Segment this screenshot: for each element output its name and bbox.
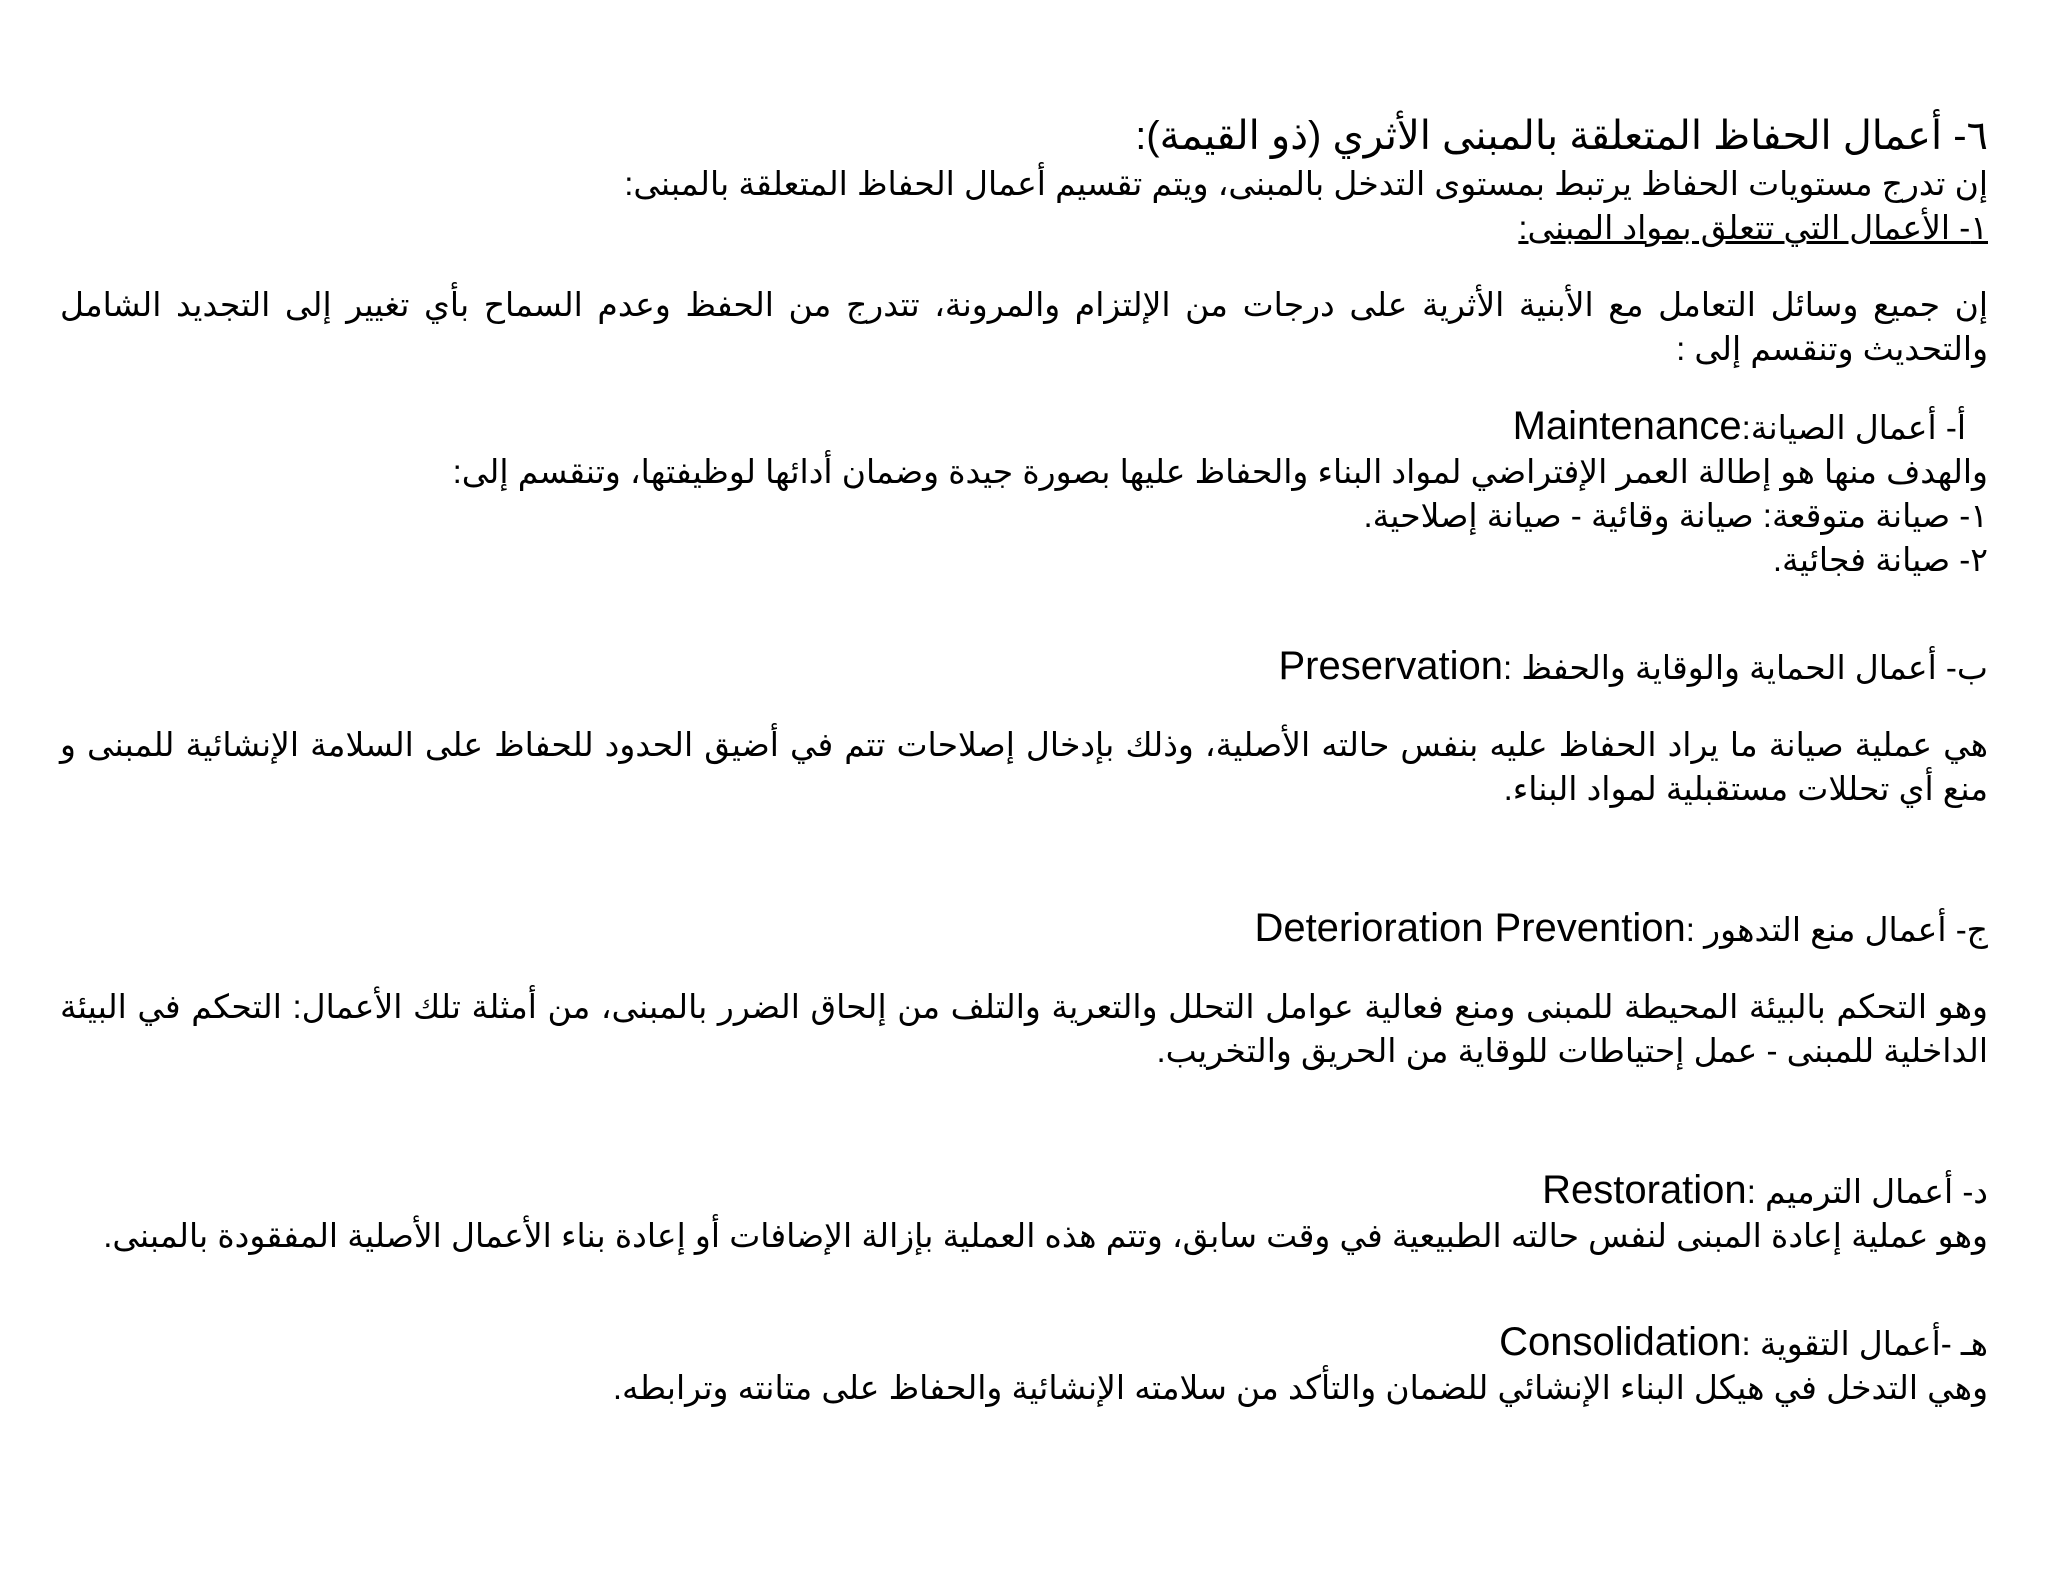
spacer	[60, 844, 1988, 906]
heading-deterioration-prevention	[60, 906, 1988, 952]
heading-restoration	[60, 1168, 1988, 1214]
section-title: ٦- أعمال الحفاظ المتعلقة بالمبنى الأثري (ذو القيمة):	[1135, 114, 1988, 158]
heading-maintenance	[60, 404, 1988, 450]
heading-consolidation-english: Consolidation	[1499, 1320, 1742, 1364]
heading-restoration-english: Restoration	[1542, 1168, 1747, 1212]
intro-paragraph: إن تدرج مستويات الحفاظ يرتبط بمستوى التدخل بالمبنى، ويتم تقسيم أعمال الحفاظ المتعلقة بالمبنى:	[624, 165, 1988, 202]
maintenance-item: ١- صيانة متوقعة: صيانة وقائية - صيانة إصلاحية.	[1363, 497, 1988, 534]
heading-consolidation-prefix: هـ -أعمال التقوية :	[1741, 1325, 1988, 1362]
preservation-paragraph: هي عملية صيانة ما يراد الحفاظ عليه بنفس حالته الأصلية، وذلك بإدخال إصلاحات تتم في أضيق الحدود للحفاظ على السلامة الإنشائية للمبنى و منع أي تحللات مستقبلية لمواد البناء.	[60, 726, 1988, 807]
heading-preservation	[60, 644, 1988, 690]
heading-deterioration-prevention-prefix: ج- أعمال منع التدهور :	[1685, 911, 1988, 948]
subsection-heading-text: ١- الأعمال التي تتعلق بمواد المبنى:	[1518, 209, 1988, 246]
subsection-paragraph: إن جميع وسائل التعامل مع الأبنية الأثرية على درجات من الإلتزام والمرونة، تتدرج من الحفظ وعدم السماح بأي تغيير إلى التجديد الشامل والتحديث وتنقسم إلى :	[60, 286, 1988, 367]
restoration-paragraph: وهو عملية إعادة المبنى لنفس حالته الطبيعية في وقت سابق، وتتم هذه العملية بإزالة الإضافات أو إعادة بناء الأعمال الأصلية المفقودة بالمبنى.	[103, 1217, 1988, 1254]
heading-preservation-english: Preservation	[1278, 644, 1504, 688]
heading-maintenance-prefix: أ- أعمال الصيانة:	[1741, 409, 1966, 446]
maintenance-paragraph: والهدف منها هو إطالة العمر الإفتراضي لمواد البناء والحفاظ عليها بصورة جيدة وضمان أدائها لوظيفتها، وتنقسم إلى:	[452, 453, 1988, 490]
heading-consolidation	[60, 1320, 1988, 1366]
spacer	[60, 582, 1988, 644]
spacer	[60, 1258, 1988, 1320]
heading-maintenance-english: Maintenance	[1512, 404, 1742, 448]
heading-restoration-prefix: د- أعمال الترميم :	[1746, 1173, 1988, 1210]
deterioration-prevention-paragraph: وهو التحكم بالبيئة المحيطة للمبنى ومنع فعالية عوامل التحلل والتعرية والتلف من إلحاق الضرر بالمبنى، من أمثلة تلك الأعمال: التحكم في البيئة الداخلية للمبنى - عمل إحتياطات للوقاية من الحريق والتخريب.	[60, 988, 1988, 1069]
subsection-heading	[60, 206, 1988, 250]
heading-preservation-prefix: ب- أعمال الحماية والوقاية والحفظ :	[1503, 649, 1988, 686]
spacer	[60, 1106, 1988, 1168]
consolidation-paragraph: وهي التدخل في هيكل البناء الإنشائي للضمان والتأكد من سلامته الإنشائية والحفاظ على متانته وترابطه.	[612, 1369, 1988, 1406]
heading-deterioration-prevention-english: Deterioration Prevention	[1254, 906, 1686, 950]
maintenance-item: ٢- صيانة فجائية.	[1772, 541, 1988, 578]
document-page	[60, 110, 1988, 1410]
